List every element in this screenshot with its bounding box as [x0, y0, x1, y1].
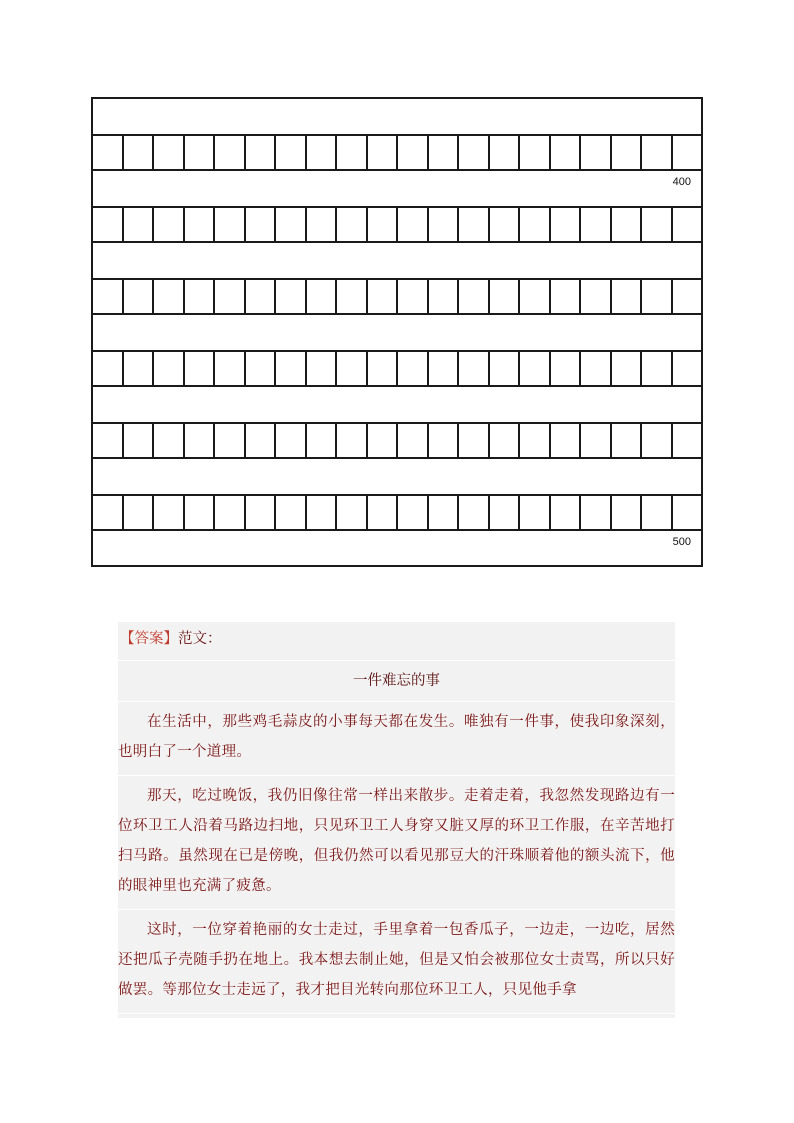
grid-cell [183, 496, 214, 529]
grid-cell [579, 208, 610, 241]
grid-cell [305, 136, 336, 169]
grid-cell [213, 208, 244, 241]
grid-cell [396, 208, 427, 241]
grid-cell [518, 136, 549, 169]
grid-cell [274, 352, 305, 385]
grid-cell [610, 424, 641, 457]
grid-cell [335, 280, 366, 313]
grid-cell [122, 496, 153, 529]
grid-cell [122, 280, 153, 313]
grid-cell [213, 136, 244, 169]
grid-cell [366, 496, 397, 529]
essay-paragraph: 这时，一位穿着艳丽的女士走过，手里拿着一包香瓜子，一边走，一边吃，居然还把瓜子壳随手扔在地上。我本想去制止她，但是又怕会被那位女士责骂，所以只好做罢。等那位女士走远了，我才把目光转向那位环卫工人，只见他手拿 [118, 910, 675, 1014]
grid-cell [152, 352, 183, 385]
grid-cell [183, 280, 214, 313]
grid-cell-row [93, 422, 701, 459]
grid-cell-row [93, 494, 701, 531]
grid-cell [244, 208, 275, 241]
grid-cell [488, 208, 519, 241]
grid-cell [93, 424, 122, 457]
grid-cell [213, 424, 244, 457]
essay-paragraph: 在生活中，那些鸡毛蒜皮的小事每天都在发生。唯独有一件事，使我印象深刻，也明白了一个道理。 [118, 702, 675, 776]
grid-cell [640, 136, 671, 169]
grid-cell [640, 352, 671, 385]
grid-cell [671, 280, 702, 313]
grid-cell [671, 136, 702, 169]
grid-cell [579, 136, 610, 169]
grid-gap-row [93, 531, 701, 566]
grid-cell [366, 280, 397, 313]
word-count-500-label: 500 [672, 536, 691, 548]
grid-cell [93, 280, 122, 313]
grid-cell [213, 280, 244, 313]
grid-cell [640, 424, 671, 457]
grid-cell [427, 496, 458, 529]
grid-cell [244, 352, 275, 385]
grid-cell [457, 352, 488, 385]
grid-cell [640, 496, 671, 529]
grid-cell [549, 208, 580, 241]
grid-cell [671, 496, 702, 529]
grid-cell [396, 280, 427, 313]
grid-cell [640, 280, 671, 313]
grid-cell [213, 352, 244, 385]
grid-cell [183, 136, 214, 169]
grid-cell [93, 496, 122, 529]
grid-cell [122, 352, 153, 385]
grid-cell [579, 280, 610, 313]
grid-cell [122, 424, 153, 457]
grid-cell [335, 352, 366, 385]
grid-cell [671, 352, 702, 385]
grid-cell [396, 352, 427, 385]
grid-cell [152, 136, 183, 169]
grid-cell [488, 280, 519, 313]
grid-cell [671, 208, 702, 241]
sample-essay-label: 范文： [178, 631, 222, 647]
grid-cell [93, 136, 122, 169]
composition-grid [91, 97, 703, 567]
essay-paragraph: 那天，吃过晚饭，我仍旧像往常一样出来散步。走着走着，我忽然发现路边有一位环卫工人沿着马路边扫地，只见环卫工人身穿又脏又厚的环卫工作服，在辛苦地打扫马路。虽然现在已是傍晚，但我仍然可以看见那豆大的汗珠顺着他的额头流下，他的眼神里也充满了疲惫。 [118, 776, 675, 910]
word-count-400-label: 400 [672, 176, 691, 188]
grid-cell [396, 496, 427, 529]
grid-cell [549, 136, 580, 169]
grid-cell [366, 136, 397, 169]
grid-cell [610, 280, 641, 313]
grid-cell [335, 496, 366, 529]
grid-cell [610, 352, 641, 385]
grid-cell [244, 496, 275, 529]
grid-cell [488, 424, 519, 457]
grid-cell [93, 208, 122, 241]
grid-cell [93, 352, 122, 385]
grid-cell [305, 424, 336, 457]
grid-cell [305, 352, 336, 385]
grid-cell [518, 424, 549, 457]
grid-cell [427, 352, 458, 385]
grid-cell [274, 208, 305, 241]
grid-cell [274, 136, 305, 169]
grid-cell [518, 208, 549, 241]
grid-cell [366, 208, 397, 241]
grid-cell [244, 136, 275, 169]
grid-cell [183, 424, 214, 457]
answer-header [118, 622, 675, 661]
grid-cell-row [93, 278, 701, 315]
grid-cell [183, 352, 214, 385]
grid-cell [518, 352, 549, 385]
answer-section [118, 622, 675, 1018]
grid-cell [366, 424, 397, 457]
grid-cell [457, 136, 488, 169]
grid-cell [244, 280, 275, 313]
grid-cell [457, 280, 488, 313]
grid-cell [488, 136, 519, 169]
grid-cell [427, 136, 458, 169]
grid-cell [396, 424, 427, 457]
grid-cell [427, 424, 458, 457]
answer-label: 【答案】 [120, 631, 178, 647]
grid-cell [335, 208, 366, 241]
grid-cell [152, 208, 183, 241]
grid-cell [335, 136, 366, 169]
grid-cell [518, 280, 549, 313]
grid-cell [335, 424, 366, 457]
grid-cell [396, 136, 427, 169]
grid-gap-row [93, 459, 701, 494]
grid-cell [457, 424, 488, 457]
grid-cell [488, 352, 519, 385]
grid-cell [671, 424, 702, 457]
grid-cell [305, 496, 336, 529]
essay-title: 一件难忘的事 [118, 661, 675, 702]
grid-cell [427, 208, 458, 241]
grid-cell-row [93, 350, 701, 387]
grid-cell [488, 496, 519, 529]
grid-cell [427, 280, 458, 313]
grid-cell [579, 496, 610, 529]
grid-gap-row [93, 243, 701, 278]
grid-cell [549, 496, 580, 529]
grid-cell [122, 208, 153, 241]
grid-cell [274, 424, 305, 457]
grid-cell [549, 424, 580, 457]
grid-cell [366, 352, 397, 385]
grid-gap-row [93, 387, 701, 422]
grid-cell [152, 496, 183, 529]
grid-cell [183, 208, 214, 241]
grid-cell-row [93, 134, 701, 171]
grid-gap-row [93, 315, 701, 350]
grid-cell [152, 424, 183, 457]
grid-cell [305, 208, 336, 241]
grid-cell [305, 280, 336, 313]
grid-cell [549, 352, 580, 385]
grid-cell [549, 280, 580, 313]
grid-cell [457, 208, 488, 241]
grid-cell [579, 352, 610, 385]
grid-cell [122, 136, 153, 169]
grid-cell [610, 208, 641, 241]
grid-cell [579, 424, 610, 457]
grid-cell [640, 208, 671, 241]
grid-cell [213, 496, 244, 529]
grid-cell [244, 424, 275, 457]
grid-cell [274, 280, 305, 313]
grid-gap-row [93, 171, 701, 206]
grid-cell [610, 136, 641, 169]
grid-cell [274, 496, 305, 529]
grid-cell [457, 496, 488, 529]
grid-cell-row [93, 206, 701, 243]
grid-gap-row [93, 99, 701, 134]
grid-cell [152, 280, 183, 313]
grid-cell [518, 496, 549, 529]
grid-cell [610, 496, 641, 529]
